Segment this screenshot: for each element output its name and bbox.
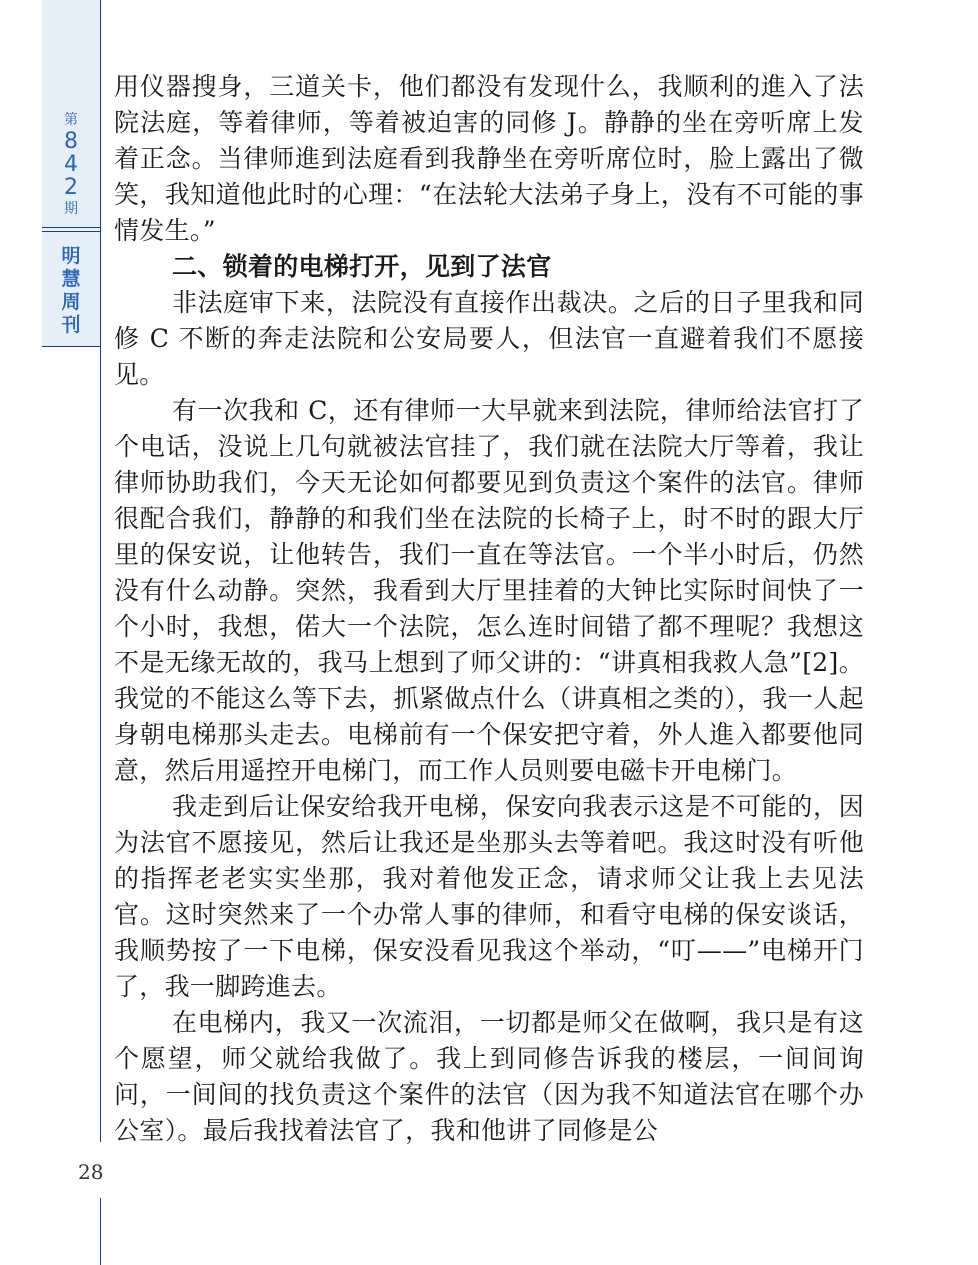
sidebar-divider [42, 227, 100, 228]
issue-suffix: 期 [64, 201, 78, 217]
margin-rule [100, 0, 101, 1265]
magazine-char: 明 [61, 245, 81, 267]
page-number: 28 [78, 1160, 104, 1184]
magazine-char: 周 [61, 291, 81, 313]
magazine-char: 刊 [61, 314, 81, 336]
article-body [114, 69, 864, 1149]
issue-digit: 2 [64, 175, 78, 200]
magazine-char: 慧 [61, 268, 81, 290]
issue-number [42, 110, 100, 219]
paragraph: 用仪器搜身，三道关卡，他们都没有发现什么，我顺利的進入了法院法庭，等着律师，等着被迫害的同修 J。静静的坐在旁听席上发着正念。当律师進到法庭看到我静坐在旁听席位时，脸上露出了微笑，我知道他此时的心理：“在法轮大法弟子身上，没有不可能的事情发生。” [114, 72, 864, 245]
section-heading: 二、锁着的电梯打开，见到了法官 [172, 252, 552, 281]
paragraph: 我走到后让保安给我开电梯，保安向我表示这是不可能的，因为法官不愿接见，然后让我还是坐那头去等着吧。我这时没有听他的指挥老老实实坐那，我对着他发正念，请求师父让我上去见法官。这时突然来了一个办常人事的律师，和看守电梯的保安谈话，我顺势按了一下电梯，保安没看见我这个举动，“叮——”电梯开门了，我一脚跨進去。 [114, 792, 864, 1001]
sidebar-divider [42, 231, 100, 232]
sidebar-divider [42, 346, 100, 347]
paragraph: 在电梯内，我又一次流泪，一切都是师父在做啊，我只是有这个愿望，师父就给我做了。我上到同修告诉我的楼层，一间间询问，一间间的找负责这个案件的法官（因为我不知道法官在哪个办公室）。最后我找着法官了，我和他讲了同修是公 [114, 1008, 864, 1145]
issue-prefix: 第 [64, 112, 78, 128]
paragraph: 有一次我和 C，还有律师一大早就来到法院，律师给法官打了个电话，没说上几句就被法官挂了，我们就在法院大厅等着，我让律师协助我们，今天无论如何都要见到负责这个案件的法官。律师很配合我们，静静的和我们坐在法院的长椅子上，时不时的跟大厅里的保安说，让他转告，我们一直在等法官。一个半小时后，仍然没有什么动静。突然，我看到大厅里挂着的大钟比实际时间快了一个小时，我想，偌大一个法院，怎么连时间错了都不理呢？我想这不是无缘无故的，我马上想到了师父讲的：“讲真相我救人急”[2]。我觉的不能这么等下去，抓紧做点什么（讲真相之类的），我一人起身朝电梯那头走去。电梯前有一个保安把守着，外人進入都要他同意，然后用遥控开电梯门，而工作人员则要电磁卡开电梯门。 [114, 396, 864, 785]
issue-digit: 8 [64, 129, 78, 154]
issue-digit: 4 [64, 152, 78, 177]
paragraph: 非法庭审下来，法院没有直接作出裁决。之后的日子里我和同修 C 不断的奔走法院和公安局要人，但法官一直避着我们不愿接见。 [114, 288, 864, 389]
magazine-name [42, 245, 100, 337]
